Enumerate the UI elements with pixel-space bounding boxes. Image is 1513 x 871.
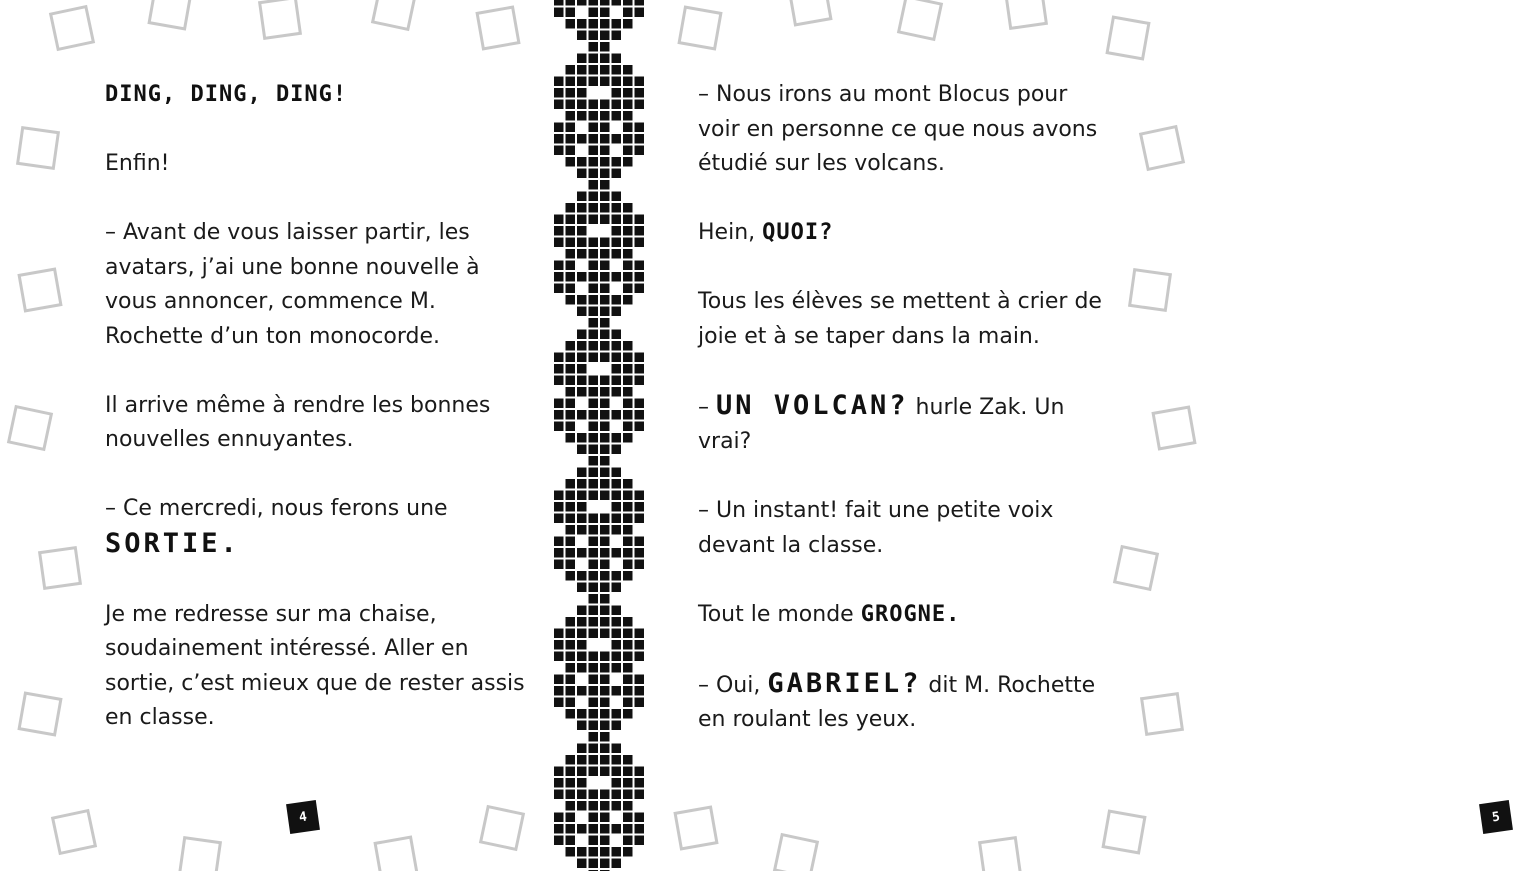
spine-pixel [566, 410, 576, 420]
paragraph [698, 78, 1108, 182]
spine-pixel [589, 8, 599, 18]
spine-pixel [566, 525, 576, 535]
spine-pixel [589, 157, 599, 167]
page-number-left: 4 [286, 800, 320, 834]
spine-pixel [554, 146, 564, 156]
spine-pixel [566, 640, 576, 650]
text-run: Tout le monde [698, 601, 861, 627]
spine-pixel [566, 8, 576, 18]
spine-pixel [566, 65, 576, 75]
spine-pixel [589, 479, 599, 489]
paragraph [105, 78, 525, 113]
spine-pixel [577, 134, 587, 144]
spine-pixel [577, 169, 587, 179]
spine-pixel [577, 353, 587, 363]
spine-pixel [554, 238, 564, 248]
spine-pixel [566, 364, 576, 374]
spine-pixel [589, 755, 599, 765]
spine-pixel [577, 19, 587, 29]
spine-pixel [577, 330, 587, 340]
spine-pixel [554, 675, 564, 685]
spine-pixel [577, 859, 587, 869]
paragraph [105, 389, 525, 458]
spine-pixel [554, 88, 564, 98]
spine-pixel [566, 111, 576, 121]
spine-pixel [566, 295, 576, 305]
paragraph [105, 216, 525, 354]
paragraph [698, 598, 1108, 633]
spine-pixel [589, 0, 599, 6]
spine-pixel [589, 180, 599, 190]
spine-pixel [589, 433, 599, 443]
spine-pixel [589, 709, 599, 719]
spine-pixel [589, 836, 599, 846]
spine-pixel [577, 376, 587, 386]
spine-pixel [577, 514, 587, 524]
spine-pixel [566, 560, 576, 570]
spine-pixel [566, 617, 576, 627]
spine-pixel [554, 629, 564, 639]
spine-pixel [566, 261, 576, 271]
spine-pixel [577, 640, 587, 650]
spine-pixel [577, 226, 587, 236]
spine-pixel [589, 744, 599, 754]
spine-pixel [577, 686, 587, 696]
text-run: – Nous irons au mont Blocus pour voir en personne ce que nous avons étudié sur les volcans. [698, 82, 1098, 176]
spine-pixel [589, 111, 599, 121]
left-page-text [105, 78, 525, 770]
paragraph [105, 598, 525, 736]
spine-pixel [577, 824, 587, 834]
spine-pixel [589, 721, 599, 731]
spine-pixel [589, 560, 599, 570]
spine-pixel [577, 744, 587, 754]
spine-pixel [554, 698, 564, 708]
spine-pixel [577, 525, 587, 535]
spine-pixel [566, 847, 576, 857]
spine-pixel [566, 238, 576, 248]
text-run: Il arrive même à rendre les bonnes nouvelles ennuyantes. [105, 392, 491, 452]
spine-pixel [577, 721, 587, 731]
spine-pixel [589, 422, 599, 432]
spine-pixel [589, 629, 599, 639]
spine-pixel [589, 238, 599, 248]
spine-pixel [554, 410, 564, 420]
spine-pixel [566, 226, 576, 236]
spine-pixel [589, 123, 599, 133]
spine-pixel [577, 249, 587, 259]
spine-pixel [589, 318, 599, 328]
spine-pixel [577, 341, 587, 351]
spine-pixel [577, 203, 587, 213]
spine-pixel [554, 8, 564, 18]
spine-pixel [566, 778, 576, 788]
text-run: – [698, 394, 716, 420]
spine-pixel [589, 353, 599, 363]
spine-pixel [589, 19, 599, 29]
spine-pixel [589, 134, 599, 144]
spine-pixel [589, 594, 599, 604]
spine-pixel [589, 445, 599, 455]
spine-pixel [589, 456, 599, 466]
page-number-right: 5 [1479, 800, 1513, 834]
spine-pixel [589, 606, 599, 616]
spine-pixel [577, 272, 587, 282]
spine-pixel [566, 675, 576, 685]
spine-pixel [554, 652, 564, 662]
spine-pixel [577, 100, 587, 110]
spine-pixel [566, 537, 576, 547]
spine-pixel [566, 836, 576, 846]
text-run: hurle Zak. Un vrai? [698, 394, 1065, 454]
right-page-text [698, 78, 1108, 772]
spine-pixel [589, 387, 599, 397]
spine-pixel [566, 272, 576, 282]
spine-pixel [566, 249, 576, 259]
text-run: Tous les élèves se mettent à crier de joie et à se taper dans la main. [698, 289, 1102, 349]
spine-pixel [589, 192, 599, 202]
spine-pixel [589, 548, 599, 558]
spine-pixel [589, 77, 599, 87]
spine-pixel [577, 790, 587, 800]
spine-pixel [589, 675, 599, 685]
spine-pixel [589, 169, 599, 179]
spine-pixel [566, 0, 576, 6]
paragraph [698, 667, 1108, 738]
spine-pixel [577, 468, 587, 478]
spine-pixel [589, 295, 599, 305]
spine-pixel [554, 560, 564, 570]
spine-pixel [577, 445, 587, 455]
spine-pixel [577, 767, 587, 777]
spine-pixel [554, 836, 564, 846]
spine-pixel [554, 813, 564, 823]
paragraph [105, 147, 525, 182]
paragraph [698, 494, 1108, 563]
spine-pixel [566, 215, 576, 225]
spine-pixel [589, 203, 599, 213]
spine-pixel [589, 767, 599, 777]
spine-pixel [577, 387, 587, 397]
spine-pixel [566, 100, 576, 110]
spine-pixel [566, 376, 576, 386]
right-page [600, 0, 1501, 871]
paragraph [698, 389, 1108, 460]
emphasized-word: UN VOLCAN? [716, 389, 909, 421]
spine-pixel [589, 146, 599, 156]
spine-pixel [566, 502, 576, 512]
spine-pixel [589, 790, 599, 800]
paragraph [698, 285, 1108, 354]
spine-pixel [554, 0, 564, 6]
spine-pixel [554, 272, 564, 282]
spine-pixel [589, 65, 599, 75]
spine-pixel [577, 307, 587, 317]
spine-pixel [554, 261, 564, 271]
spine-pixel [577, 571, 587, 581]
spine-pixel [577, 410, 587, 420]
spine-pixel [566, 387, 576, 397]
spine-pixel [554, 123, 564, 133]
spine-pixel [566, 341, 576, 351]
spine-pixel [577, 433, 587, 443]
spine-pixel [577, 778, 587, 788]
spine-pixel [577, 502, 587, 512]
spine-pixel [577, 617, 587, 627]
spine-pixel [589, 272, 599, 282]
text-run: Je me redresse sur ma chaise, soudainement intéressé. Aller en sortie, c’est mieux que de rester assis en classe. [105, 601, 525, 730]
spine-pixel [554, 767, 564, 777]
spine-pixel [566, 824, 576, 834]
spine-pixel [577, 215, 587, 225]
spine-pixel [577, 491, 587, 501]
spine-pixel [589, 847, 599, 857]
spine-pixel [589, 410, 599, 420]
spine-pixel [589, 261, 599, 271]
spine-pixel [554, 134, 564, 144]
text-run: – Oui, [698, 672, 768, 698]
spine-pixel [554, 226, 564, 236]
spine-pixel [554, 215, 564, 225]
spine-pixel [577, 65, 587, 75]
spine-pixel [577, 652, 587, 662]
spine-pixel [566, 663, 576, 673]
spine-pixel [566, 157, 576, 167]
spine-pixel [589, 813, 599, 823]
spine-pixel [566, 767, 576, 777]
text-run: Hein, [698, 220, 763, 245]
spine-pixel [589, 31, 599, 41]
spine-pixel [566, 88, 576, 98]
spine-pixel [566, 19, 576, 29]
spine-pixel [577, 88, 587, 98]
emphasized-word: QUOI? [762, 220, 834, 245]
spine-pixel [589, 330, 599, 340]
spine-pixel [554, 537, 564, 547]
spine-pixel [566, 491, 576, 501]
spine-pixel [554, 502, 564, 512]
spine-pixel [589, 698, 599, 708]
spine-pixel [589, 514, 599, 524]
left-page [0, 0, 553, 871]
spine-pixel [566, 514, 576, 524]
spine-pixel [589, 537, 599, 547]
spine-pixel [566, 123, 576, 133]
spine-pixel [589, 341, 599, 351]
spine-pixel [554, 399, 564, 409]
spine-pixel [554, 376, 564, 386]
spine-pixel [589, 859, 599, 869]
spine-pixel [589, 525, 599, 535]
spine-pixel [554, 284, 564, 294]
spine-pixel [577, 157, 587, 167]
spine-pixel [577, 755, 587, 765]
spine-pixel [554, 824, 564, 834]
paragraph [698, 216, 1108, 251]
paragraph [105, 492, 525, 563]
spine-pixel [566, 399, 576, 409]
spine-pixel [589, 686, 599, 696]
spine-pixel [554, 364, 564, 374]
spine-pixel [566, 801, 576, 811]
spine-pixel [577, 479, 587, 489]
emphasized-word: GROGNE. [860, 601, 961, 627]
text-run: Enfin! [105, 151, 170, 176]
spine-pixel [589, 801, 599, 811]
spine-pixel [589, 42, 599, 52]
spine-pixel [554, 100, 564, 110]
spine-pixel [589, 571, 599, 581]
spine-pixel [589, 652, 599, 662]
spine-pixel [589, 284, 599, 294]
spine-pixel [566, 548, 576, 558]
spine-pixel [554, 640, 564, 650]
spine-pixel [566, 134, 576, 144]
spine-pixel [554, 353, 564, 363]
emphasized-word: GABRIEL? [767, 667, 922, 699]
spine-pixel [554, 778, 564, 788]
spine-pixel [577, 111, 587, 121]
spine-pixel [566, 652, 576, 662]
spine-pixel [577, 847, 587, 857]
spine-pixel [577, 583, 587, 593]
spine-pixel [566, 146, 576, 156]
emphasized-word: DING, DING, DING! [105, 82, 348, 107]
spine-pixel [577, 801, 587, 811]
spine-pixel [554, 686, 564, 696]
text-run: – Ce mercredi, nous ferons une [105, 496, 448, 521]
spine-pixel [577, 663, 587, 673]
spine-pixel [566, 813, 576, 823]
spine-pixel [554, 77, 564, 87]
spine-pixel [566, 629, 576, 639]
spine-pixel [577, 295, 587, 305]
spine-pixel [554, 790, 564, 800]
spine-pixel [589, 399, 599, 409]
spine-pixel [554, 422, 564, 432]
text-run: – Un instant! fait une petite voix devant la classe. [698, 498, 1054, 558]
spine-pixel [566, 422, 576, 432]
spine-pixel [589, 468, 599, 478]
spine-pixel [577, 0, 587, 6]
spine-pixel [566, 353, 576, 363]
spine-pixel [554, 491, 564, 501]
spine-pixel [566, 709, 576, 719]
spine-pixel [566, 479, 576, 489]
spine-pixel [566, 284, 576, 294]
spine-pixel [566, 203, 576, 213]
spine-pixel [554, 548, 564, 558]
spine-pixel [566, 686, 576, 696]
spine-pixel [589, 617, 599, 627]
spine-pixel [566, 790, 576, 800]
spine-pixel [589, 307, 599, 317]
spine-pixel [577, 606, 587, 616]
emphasized-word: SORTIE. [105, 527, 240, 559]
spine-pixel [577, 709, 587, 719]
spine-pixel [589, 491, 599, 501]
spine-pixel [577, 31, 587, 41]
text-run: – Avant de vous laisser partir, les avatars, j’ai une bonne nouvelle à vous annoncer, commence M. Rochette d’un ton monocorde. [105, 220, 480, 349]
spine-pixel [589, 54, 599, 64]
spine-pixel [554, 514, 564, 524]
spine-pixel [577, 629, 587, 639]
spine-pixel [577, 54, 587, 64]
spine-pixel [589, 583, 599, 593]
spine-pixel [589, 824, 599, 834]
spine-pixel [589, 100, 599, 110]
spine-pixel [577, 364, 587, 374]
spine-pixel [589, 249, 599, 259]
spine-pixel [577, 548, 587, 558]
text-run: dit M. Rochette en roulant les yeux. [698, 672, 1096, 732]
spine-pixel [566, 77, 576, 87]
spine-pixel [566, 571, 576, 581]
spine-pixel [589, 376, 599, 386]
spine-pixel [577, 238, 587, 248]
spine-pixel [577, 77, 587, 87]
spine-pixel [589, 663, 599, 673]
spine-pixel [566, 755, 576, 765]
spine-pixel [577, 192, 587, 202]
spine-pixel [566, 433, 576, 443]
spine-pixel [589, 732, 599, 742]
spine-pixel [589, 215, 599, 225]
spine-pixel [566, 698, 576, 708]
